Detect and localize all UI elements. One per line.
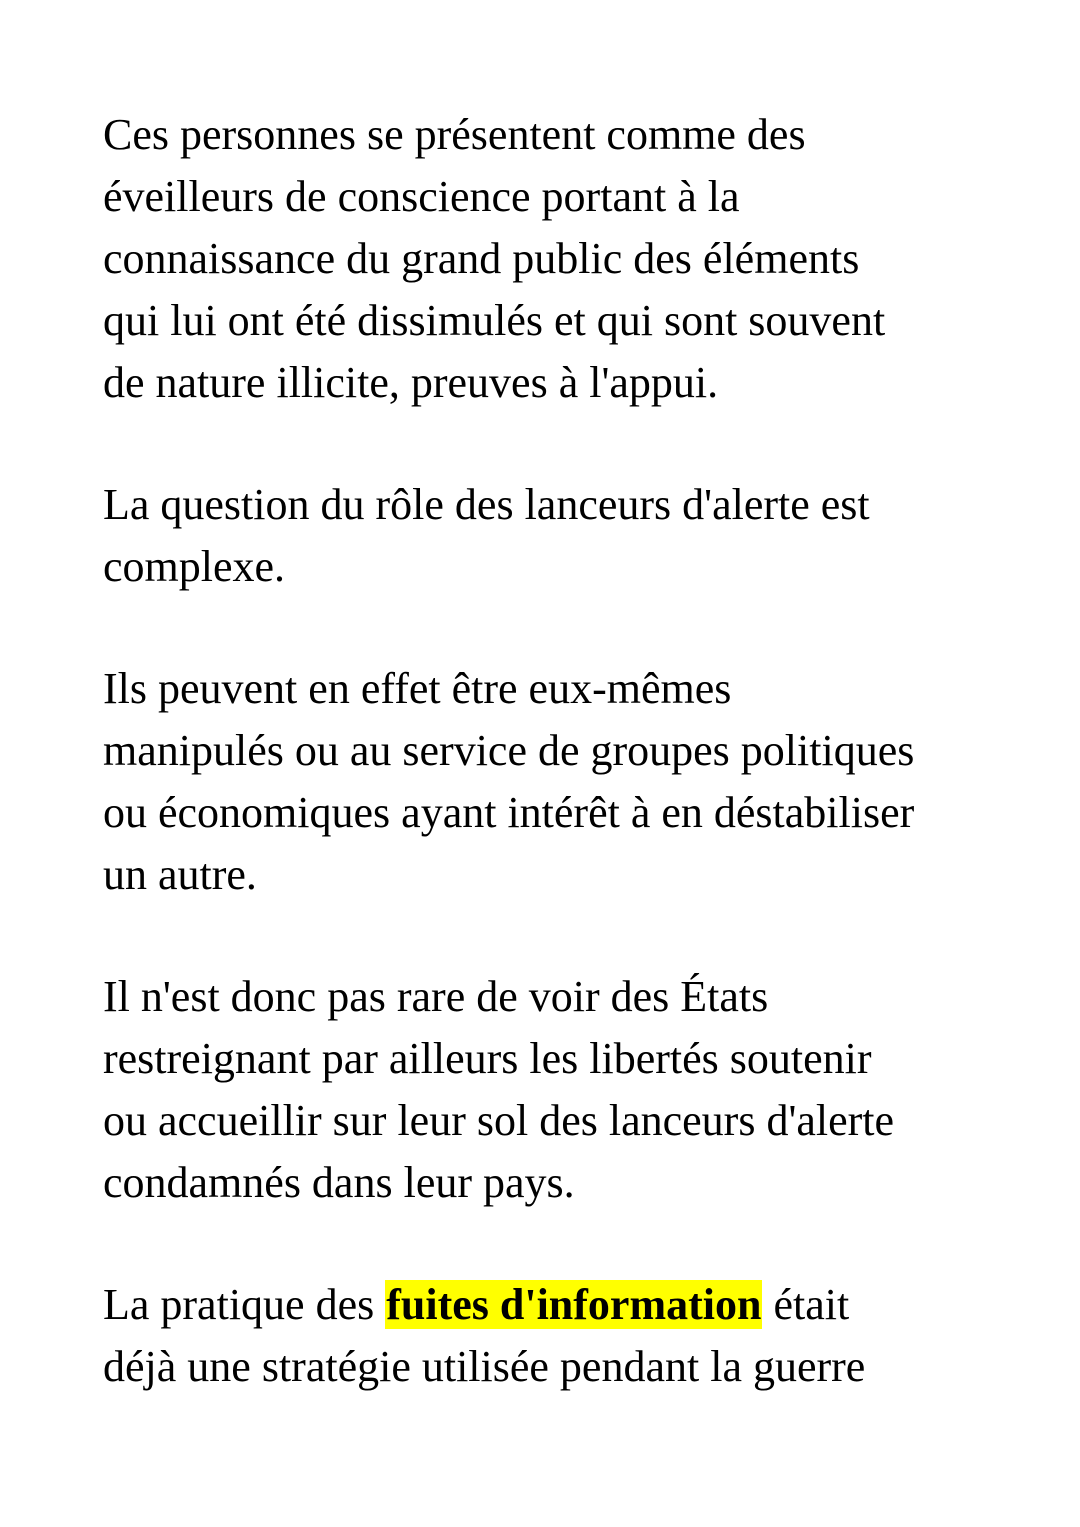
text-line: qui lui ont été dissimulés et qui sont souvent	[103, 296, 886, 345]
text-line: condamnés dans leur pays.	[103, 1158, 575, 1207]
text-line: ou économiques ayant intérêt à en déstabiliser	[103, 788, 915, 837]
text-segment: La pratique des	[103, 1280, 386, 1329]
paragraph-2	[103, 474, 1003, 598]
paragraph-1	[103, 104, 1003, 414]
text-line: ou accueillir sur leur sol des lanceurs d'alerte	[103, 1096, 895, 1145]
text-line: complexe.	[103, 542, 286, 591]
text-line: déjà une stratégie utilisée pendant la guerre	[103, 1342, 866, 1391]
paragraph-5	[103, 1274, 1003, 1398]
text-line: éveilleurs de conscience portant à la	[103, 172, 740, 221]
text-line: de nature illicite, preuves à l'appui.	[103, 358, 719, 407]
highlighted-term: fuites d'information	[386, 1280, 762, 1329]
text-line: manipulés ou au service de groupes politiques	[103, 726, 915, 775]
text-segment: était	[762, 1280, 850, 1329]
text-line: un autre.	[103, 850, 257, 899]
document-page	[103, 104, 1003, 1458]
text-line: restreignant par ailleurs les libertés soutenir	[103, 1034, 872, 1083]
text-line: Ces personnes se présentent comme des	[103, 110, 806, 159]
text-line: Il n'est donc pas rare de voir des États	[103, 972, 769, 1021]
text-line	[103, 1274, 1003, 1336]
paragraph-3	[103, 658, 1003, 906]
paragraph-4	[103, 966, 1003, 1214]
text-line: connaissance du grand public des éléments	[103, 234, 860, 283]
text-line: Ils peuvent en effet être eux-mêmes	[103, 664, 732, 713]
text-line: La question du rôle des lanceurs d'alerte est	[103, 480, 870, 529]
